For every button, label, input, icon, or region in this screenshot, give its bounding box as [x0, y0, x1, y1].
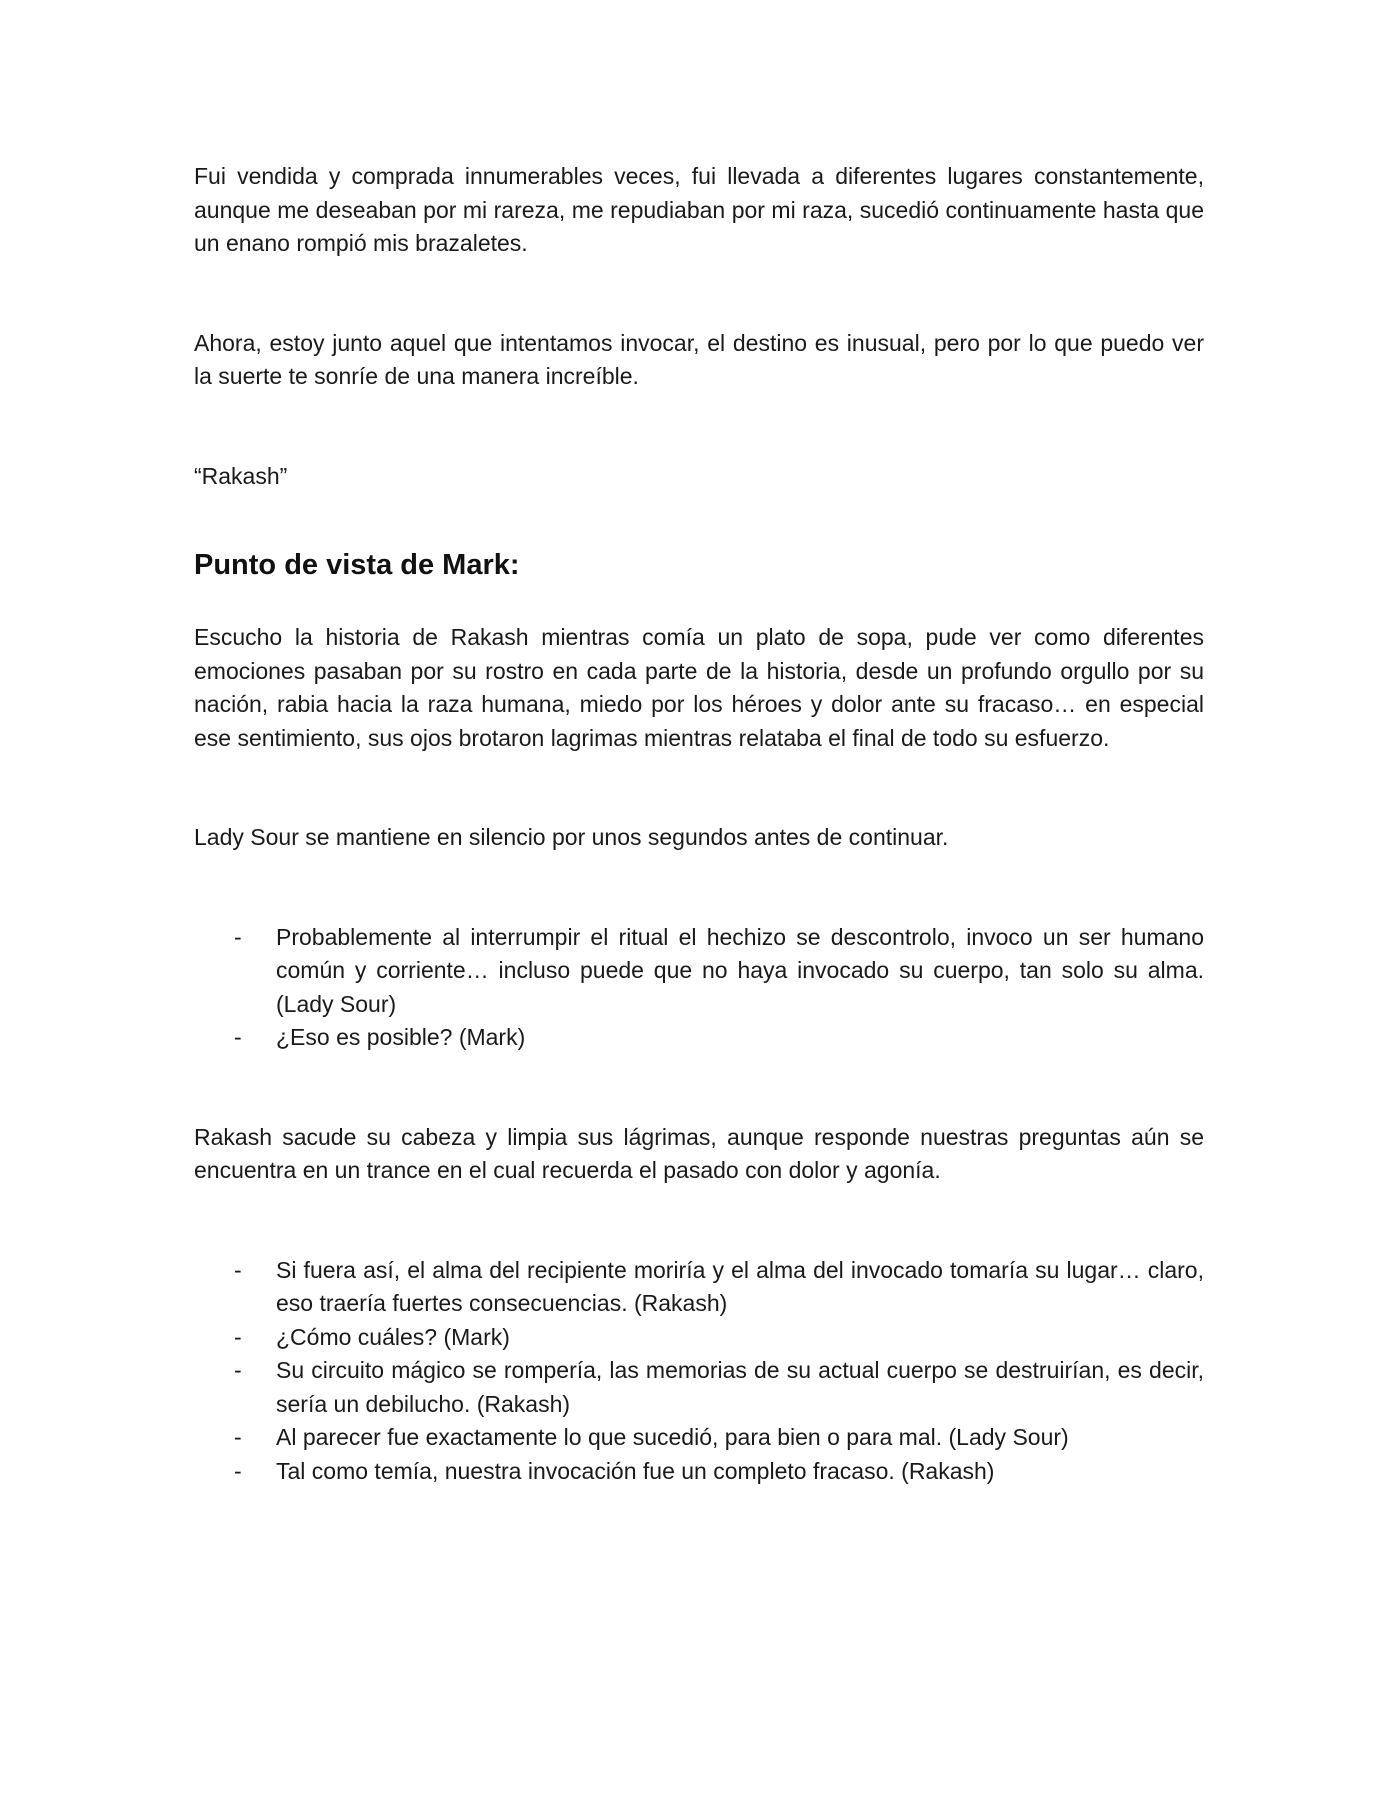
- dialogue-line: - Al parecer fue exactamente lo que sucedió, para bien o para mal. (Lady Sour): [194, 1421, 1204, 1455]
- dialogue-list-2: [194, 1254, 1204, 1489]
- paragraph-rakash-trance: Rakash sacude su cabeza y limpia sus lágrimas, aunque responde nuestras preguntas aún se encuentra en un trance en el cual recuerda el pasado con dolor y agonía.: [194, 1123, 1204, 1183]
- dialogue-line: - Su circuito mágico se rompería, las memorias de su actual cuerpo se destruirían, es decir, sería un debilucho. (Rakash): [194, 1354, 1204, 1421]
- dash-bullet: -: [234, 1457, 242, 1484]
- signature-rakash: “Rakash”: [194, 462, 288, 489]
- dialogue-line: - Si fuera así, el alma del recipiente moriría y el alma del invocado tomaría su lugar… claro, eso traería fuertes consecuencias. (Rakash): [194, 1254, 1204, 1321]
- dash-bullet: -: [234, 1323, 242, 1350]
- dash-bullet: -: [234, 1024, 242, 1050]
- dialogue-line: - ¿Eso es posible? (Mark): [194, 1021, 1204, 1055]
- dash-bullet: -: [234, 1424, 242, 1450]
- dialogue-line: - Tal como temía, nuestra invocación fue un completo fracaso. (Rakash): [194, 1455, 1204, 1489]
- dialogue-list-1: [194, 921, 1204, 1055]
- paragraph-destiny: Ahora, estoy junto aquel que intentamos invocar, el destino es inusual, pero por lo que puedo ver la suerte te sonríe de una manera increíble.: [194, 329, 1204, 389]
- paragraph-lady-sour: Lady Sour se mantiene en silencio por unos segundos antes de continuar.: [194, 824, 949, 850]
- section-heading: Punto de vista de Mark:: [194, 549, 520, 581]
- dash-bullet: -: [234, 1357, 242, 1383]
- document-page: [194, 160, 1204, 1488]
- paragraph-slavery: Fui vendida y comprada innumerables veces, fui llevada a diferentes lugares constantemente, aunque me deseaban por mi rareza, me repudiaban por mi raza, sucedió continuamente hasta que un enano rompió mis brazaletes.: [194, 163, 1204, 256]
- dash-bullet: -: [234, 923, 242, 950]
- dialogue-line: - Probablemente al interrumpir el ritual el hechizo se descontrolo, invoco un ser humano común y corriente… incluso puede que no haya invocado su cuerpo, tan solo su alma. (Lady Sour): [194, 921, 1204, 1022]
- dialogue-line: - ¿Cómo cuáles? (Mark): [194, 1321, 1204, 1355]
- dash-bullet: -: [234, 1256, 242, 1283]
- paragraph-story: Escucho la historia de Rakash mientras comía un plato de sopa, pude ver como diferentes emociones pasaban por su rostro en cada parte de la historia, desde un profundo orgullo por su nación, rabia hacia la raza humana, miedo por los héroes y dolor ante su fracaso… en especial ese sentimiento, sus ojos brotaron lagrimas mientras relataba el final de todo su esfuerzo.: [194, 624, 1204, 751]
